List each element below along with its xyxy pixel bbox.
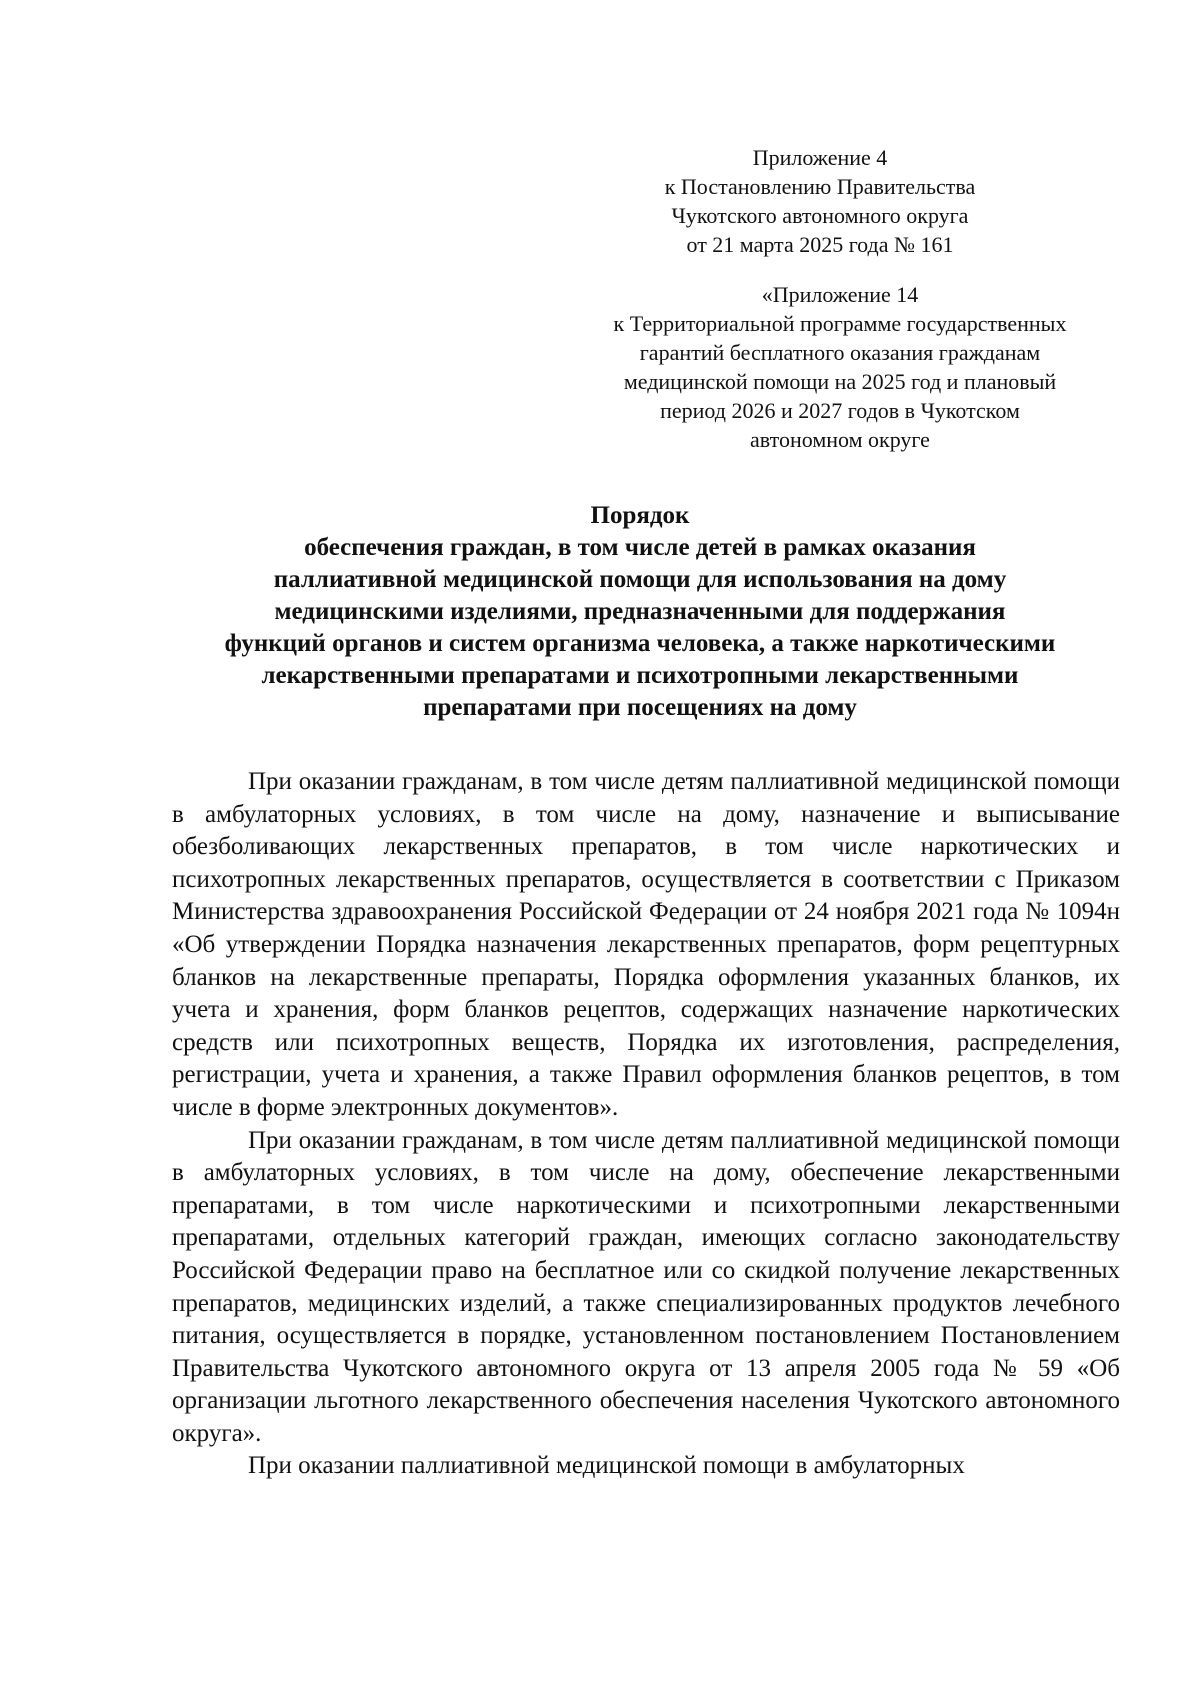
title-line: функций органов и систем организма человека, а также наркотическими [224,630,1056,657]
appendix-reference-line: Чукотского автономного округа [671,203,969,228]
amended-appendix-line: медицинской помощи на 2025 год и плановый [623,369,1057,394]
document-title [160,500,1120,724]
amended-appendix-line: период 2026 и 2027 годов в Чукотском [660,398,1020,423]
body-paragraph: При оказании гражданам, в том числе детям паллиативной медицинской помощи в амбулаторных условиях, в том числе на дому, обеспечение лекарственными препаратами, в том числе наркотическими и психотропными лекарственными препаратами, отдельных категорий граждан, имеющих согласно законодательству Российской Федерации право на бесплатное или со скидкой получение лекарственных препаратов, медицинских изделий, а также специализированных продуктов лечебного питания, осуществляется в порядке, установленном постановлением Постановлением Правительства Чукотского автономного округа от 13 апреля 2005 года № 59 «Об организации льготного лекарственного обеспечения населения Чукотского автономного округа». [172,1126,1120,1447]
title-line: обеспечения граждан, в том числе детей в рамках оказания [304,534,976,561]
title-heading: Порядок [590,502,690,529]
body-paragraph: При оказании паллиативной медицинской помощи в амбулаторных [248,1452,965,1480]
title-line: паллиативной медицинской помощи для использования на дому [273,566,1007,593]
appendix-reference-line: Приложение 4 [752,145,888,170]
title-line: лекарственными препаратами и психотропными лекарственными [261,662,1019,689]
body-paragraph: При оказании гражданам, в том числе детям паллиативной медицинской помощи в амбулаторных условиях, в том числе на дому, назначение и выписывание обезболивающих лекарственных препаратов, в том числе наркотических и психотропных лекарственных препаратов, осуществляется в соответствии с Приказом Министерства здравоохранения Российской Федерации от 24 ноября 2021 года № 1094н «Об утверждении Порядка назначения лекарственных препаратов, форм рецептурных бланков на лекарственные препараты, Порядка оформления указанных бланков, их учета и хранения, форм бланков рецептов, содержащих назначение наркотических средств или психотропных веществ, Порядка их изготовления, распределения, регистрации, учета и хранения, а также Правил оформления бланков рецептов, в том числе в форме электронных документов». [172,768,1120,1121]
appendix-reference-line: от 21 марта 2025 года № 161 [686,232,954,257]
title-line: препаратами при посещениях на дому [423,694,857,721]
appendix-reference-line: к Постановлению Правительства [664,174,976,199]
appendix-reference-block [640,143,1000,259]
document-body [172,766,1120,1483]
title-line: медицинскими изделиями, предназначенными для поддержания [274,598,1006,625]
amended-appendix-line: гарантий бесплатного оказания гражданам [639,340,1041,365]
amended-appendix-block [570,280,1110,454]
amended-appendix-line: «Приложение 14 [761,282,919,307]
amended-appendix-line: автономном округе [750,427,930,452]
amended-appendix-line: к Территориальной программе государственных [613,311,1067,336]
